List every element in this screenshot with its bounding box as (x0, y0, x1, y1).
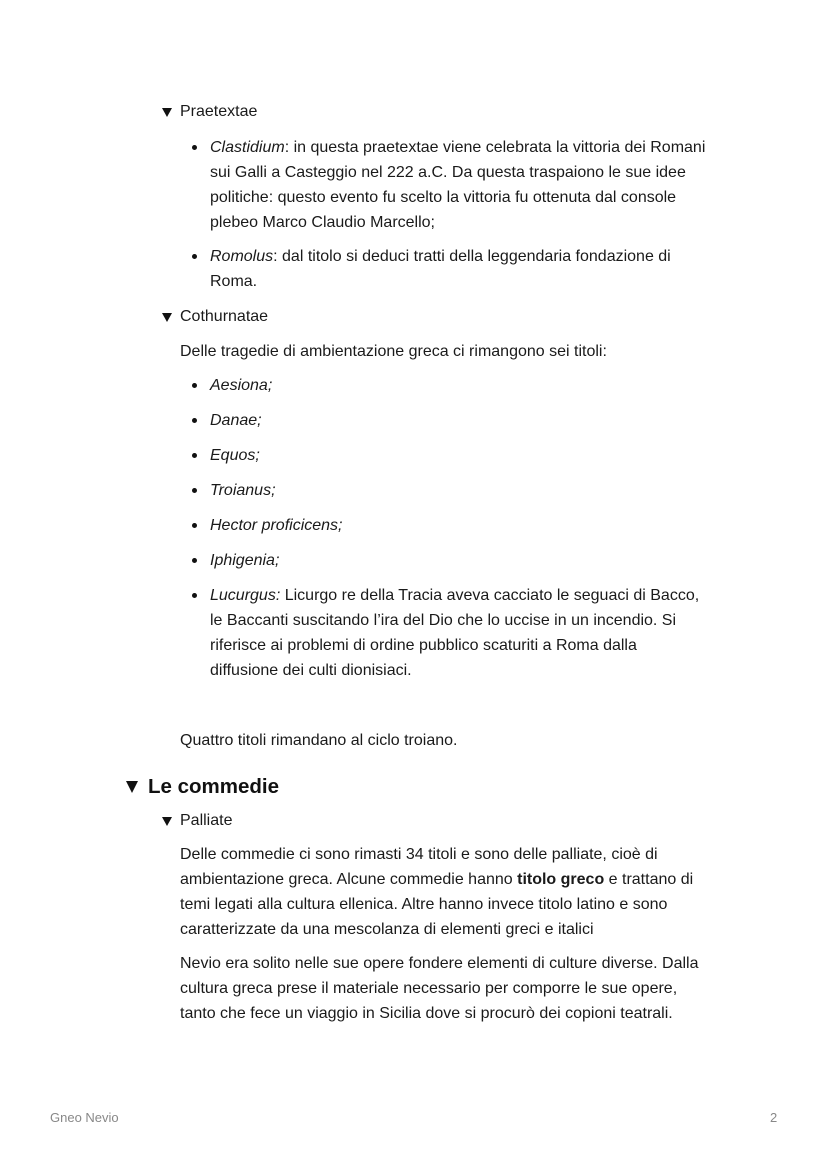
list-item-line: Clastidium: in questa praetextae viene celebrata la vittoria dei Romani (210, 139, 706, 156)
work-title: Lucurgus: (210, 587, 281, 604)
bullet-icon (192, 145, 197, 150)
work-title: Iphigenia; (210, 552, 280, 569)
triangle-down-icon (126, 781, 138, 793)
list-item-line: Roma. (210, 273, 258, 290)
paragraph-line: caratterizzate da una mescolanza di elementi greci e italici (180, 921, 594, 938)
paragraph-line: cultura greca prese il materiale necessario per comporre le sue opere, (180, 980, 678, 997)
list-item-line: diffusione dei culti dionisiaci. (210, 662, 412, 679)
list-item-romolus (210, 244, 671, 294)
list-item-line: riferisce ai problemi di ordine pubblico scaturiti a Roma dalla (210, 637, 637, 654)
list-item-lucurgus (210, 583, 699, 683)
work-title: Aesiona; (210, 377, 273, 394)
list-item-line: Lucurgus: Licurgo re della Tracia aveva cacciato le seguaci di Bacco, (210, 587, 700, 604)
list-item (210, 443, 260, 468)
bold-phrase: titolo greco (517, 871, 605, 888)
bullet-icon (192, 418, 197, 423)
list-item (210, 373, 272, 398)
list-item-line: sui Galli a Casteggio nel 222 a.C. Da questa traspaiono le sue idee (210, 164, 686, 181)
paragraph-line: Delle commedie ci sono rimasti 34 titoli e sono delle palliate, cioè di (180, 846, 658, 863)
list-item-line: plebeo Marco Claudio Marcello; (210, 214, 435, 231)
paragraph-line: Nevio era solito nelle sue opere fondere elementi di culture diverse. Dalla (180, 955, 699, 972)
work-title: Equos; (210, 447, 260, 464)
bullet-icon (192, 453, 197, 458)
bullet-icon (192, 254, 197, 259)
list-item (210, 478, 276, 503)
footer-document-title: Gneo Nevio (50, 1110, 119, 1125)
work-title: Hector proficicens; (210, 517, 343, 534)
triangle-down-icon (162, 817, 172, 826)
palliate-title: Palliate (180, 812, 233, 829)
bullet-icon (192, 523, 197, 528)
list-item-clastidium (210, 135, 705, 235)
cothurnatae-intro: Delle tragedie di ambientazione greca ci rimangono sei titoli: (180, 343, 607, 360)
paragraph-line: temi legati alla cultura ellenica. Altre hanno invece titolo latino e sono (180, 896, 668, 913)
work-title: Danae; (210, 412, 262, 429)
palliate-paragraph-1 (180, 842, 693, 942)
bullet-icon (192, 593, 197, 598)
work-title: Romolus (210, 248, 274, 265)
footer-page-number: 2 (770, 1110, 778, 1125)
palliate-paragraph-2 (180, 951, 699, 1026)
troiano-note: Quattro titoli rimandano al ciclo troiano. (180, 732, 458, 749)
paragraph-line: ambientazione greca. Alcune commedie hanno titolo greco e trattano di (180, 871, 694, 888)
praetextae-title: Praetextae (180, 103, 258, 120)
list-item-line: Romolus: dal titolo si deduci tratti della leggendaria fondazione di (210, 248, 671, 265)
cothurnatae-toggle[interactable] (162, 306, 268, 328)
paragraph-line: tanto che fece un viaggio in Sicilia dove si procurò dei copioni teatrali. (180, 1005, 673, 1022)
list-item-line: politiche: questo evento fu scelto la vittoria fu ottenuta dal console (210, 189, 677, 206)
bullet-icon (192, 558, 197, 563)
list-item (210, 548, 279, 573)
palliate-toggle[interactable] (162, 810, 232, 832)
list-item (210, 408, 262, 433)
work-title: Clastidium (210, 139, 285, 156)
bullet-icon (192, 488, 197, 493)
cothurnatae-title: Cothurnatae (180, 308, 269, 325)
triangle-down-icon (162, 108, 172, 117)
commedie-title: Le commedie (148, 775, 280, 798)
bullet-icon (192, 383, 197, 388)
work-title: Troianus; (210, 482, 276, 499)
list-item (210, 513, 343, 538)
praetextae-toggle[interactable] (162, 101, 257, 123)
list-item-line: le Baccanti suscitando l’ira del Dio che lo uccise in un incendio. Si (210, 612, 677, 629)
triangle-down-icon (162, 313, 172, 322)
commedie-toggle[interactable] (126, 773, 279, 801)
